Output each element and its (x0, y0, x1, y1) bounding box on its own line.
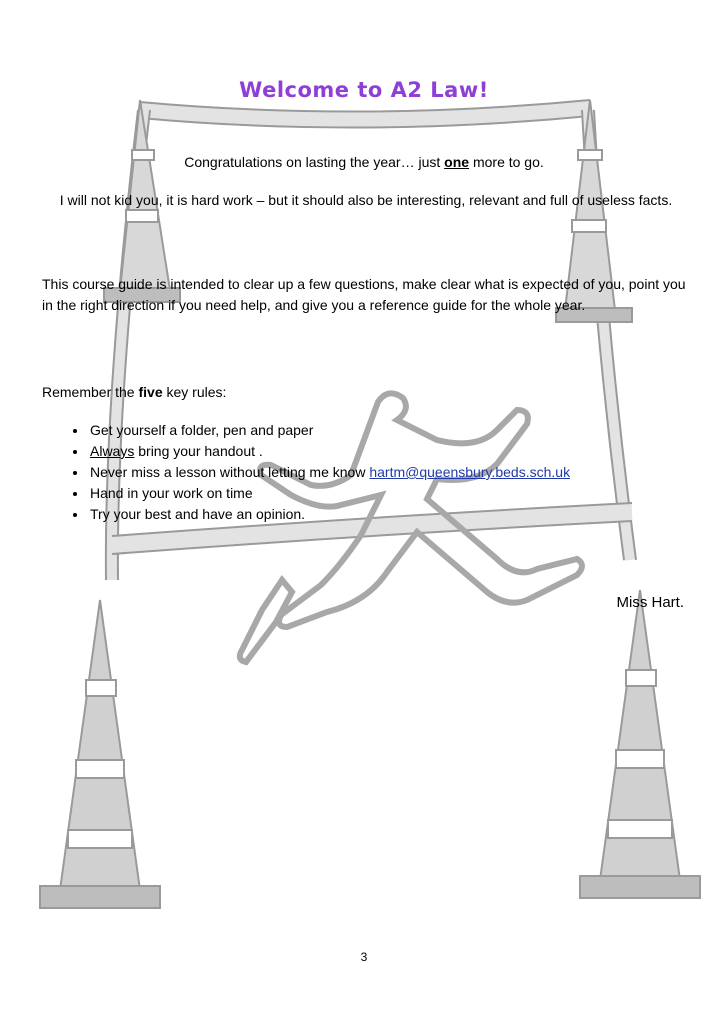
course-guide-paragraph: This course guide is intended to clear up a few questions, make clear what is expected of you, point you in the right direction if you need help, and give you a reference guide for the whole year. (42, 276, 686, 313)
signature: Miss Hart. (616, 594, 684, 611)
rules-heading-start: Remember the (42, 384, 139, 400)
rule-3-text: Never miss a lesson without letting me know (90, 464, 370, 480)
rule-2-text: bring your handout . (134, 443, 263, 459)
intro-line-2: I will not kid you, it is hard work – but it should also be interesting, relevant and full of useless facts. (59, 192, 673, 208)
rule-item-5: • Try your best and have an opinion. (88, 504, 728, 525)
rules-heading-end: key rules: (162, 384, 227, 400)
email-link[interactable]: hartm@queensbury.beds.sch.uk (369, 464, 571, 480)
rule-item-4: • Hand in your work on time (88, 483, 728, 504)
rule-item-3 (88, 462, 728, 483)
rules-heading (42, 382, 226, 403)
page-title: Welcome to A2 Law! (239, 78, 489, 102)
rule-2-emphasis: Always (90, 443, 135, 459)
rule-item-1: • Get yourself a folder, pen and paper (88, 420, 728, 441)
page-number: 3 (360, 950, 368, 964)
intro-line-1-end: more to go. (469, 154, 544, 170)
rule-item-2 (88, 441, 728, 462)
intro-line-1-start: Congratulations on lasting the year… just (184, 154, 445, 170)
intro-line-1 (40, 152, 688, 173)
intro-emphasis: one (444, 154, 470, 170)
rules-list (42, 420, 728, 525)
rules-heading-emphasis: five (138, 384, 163, 400)
